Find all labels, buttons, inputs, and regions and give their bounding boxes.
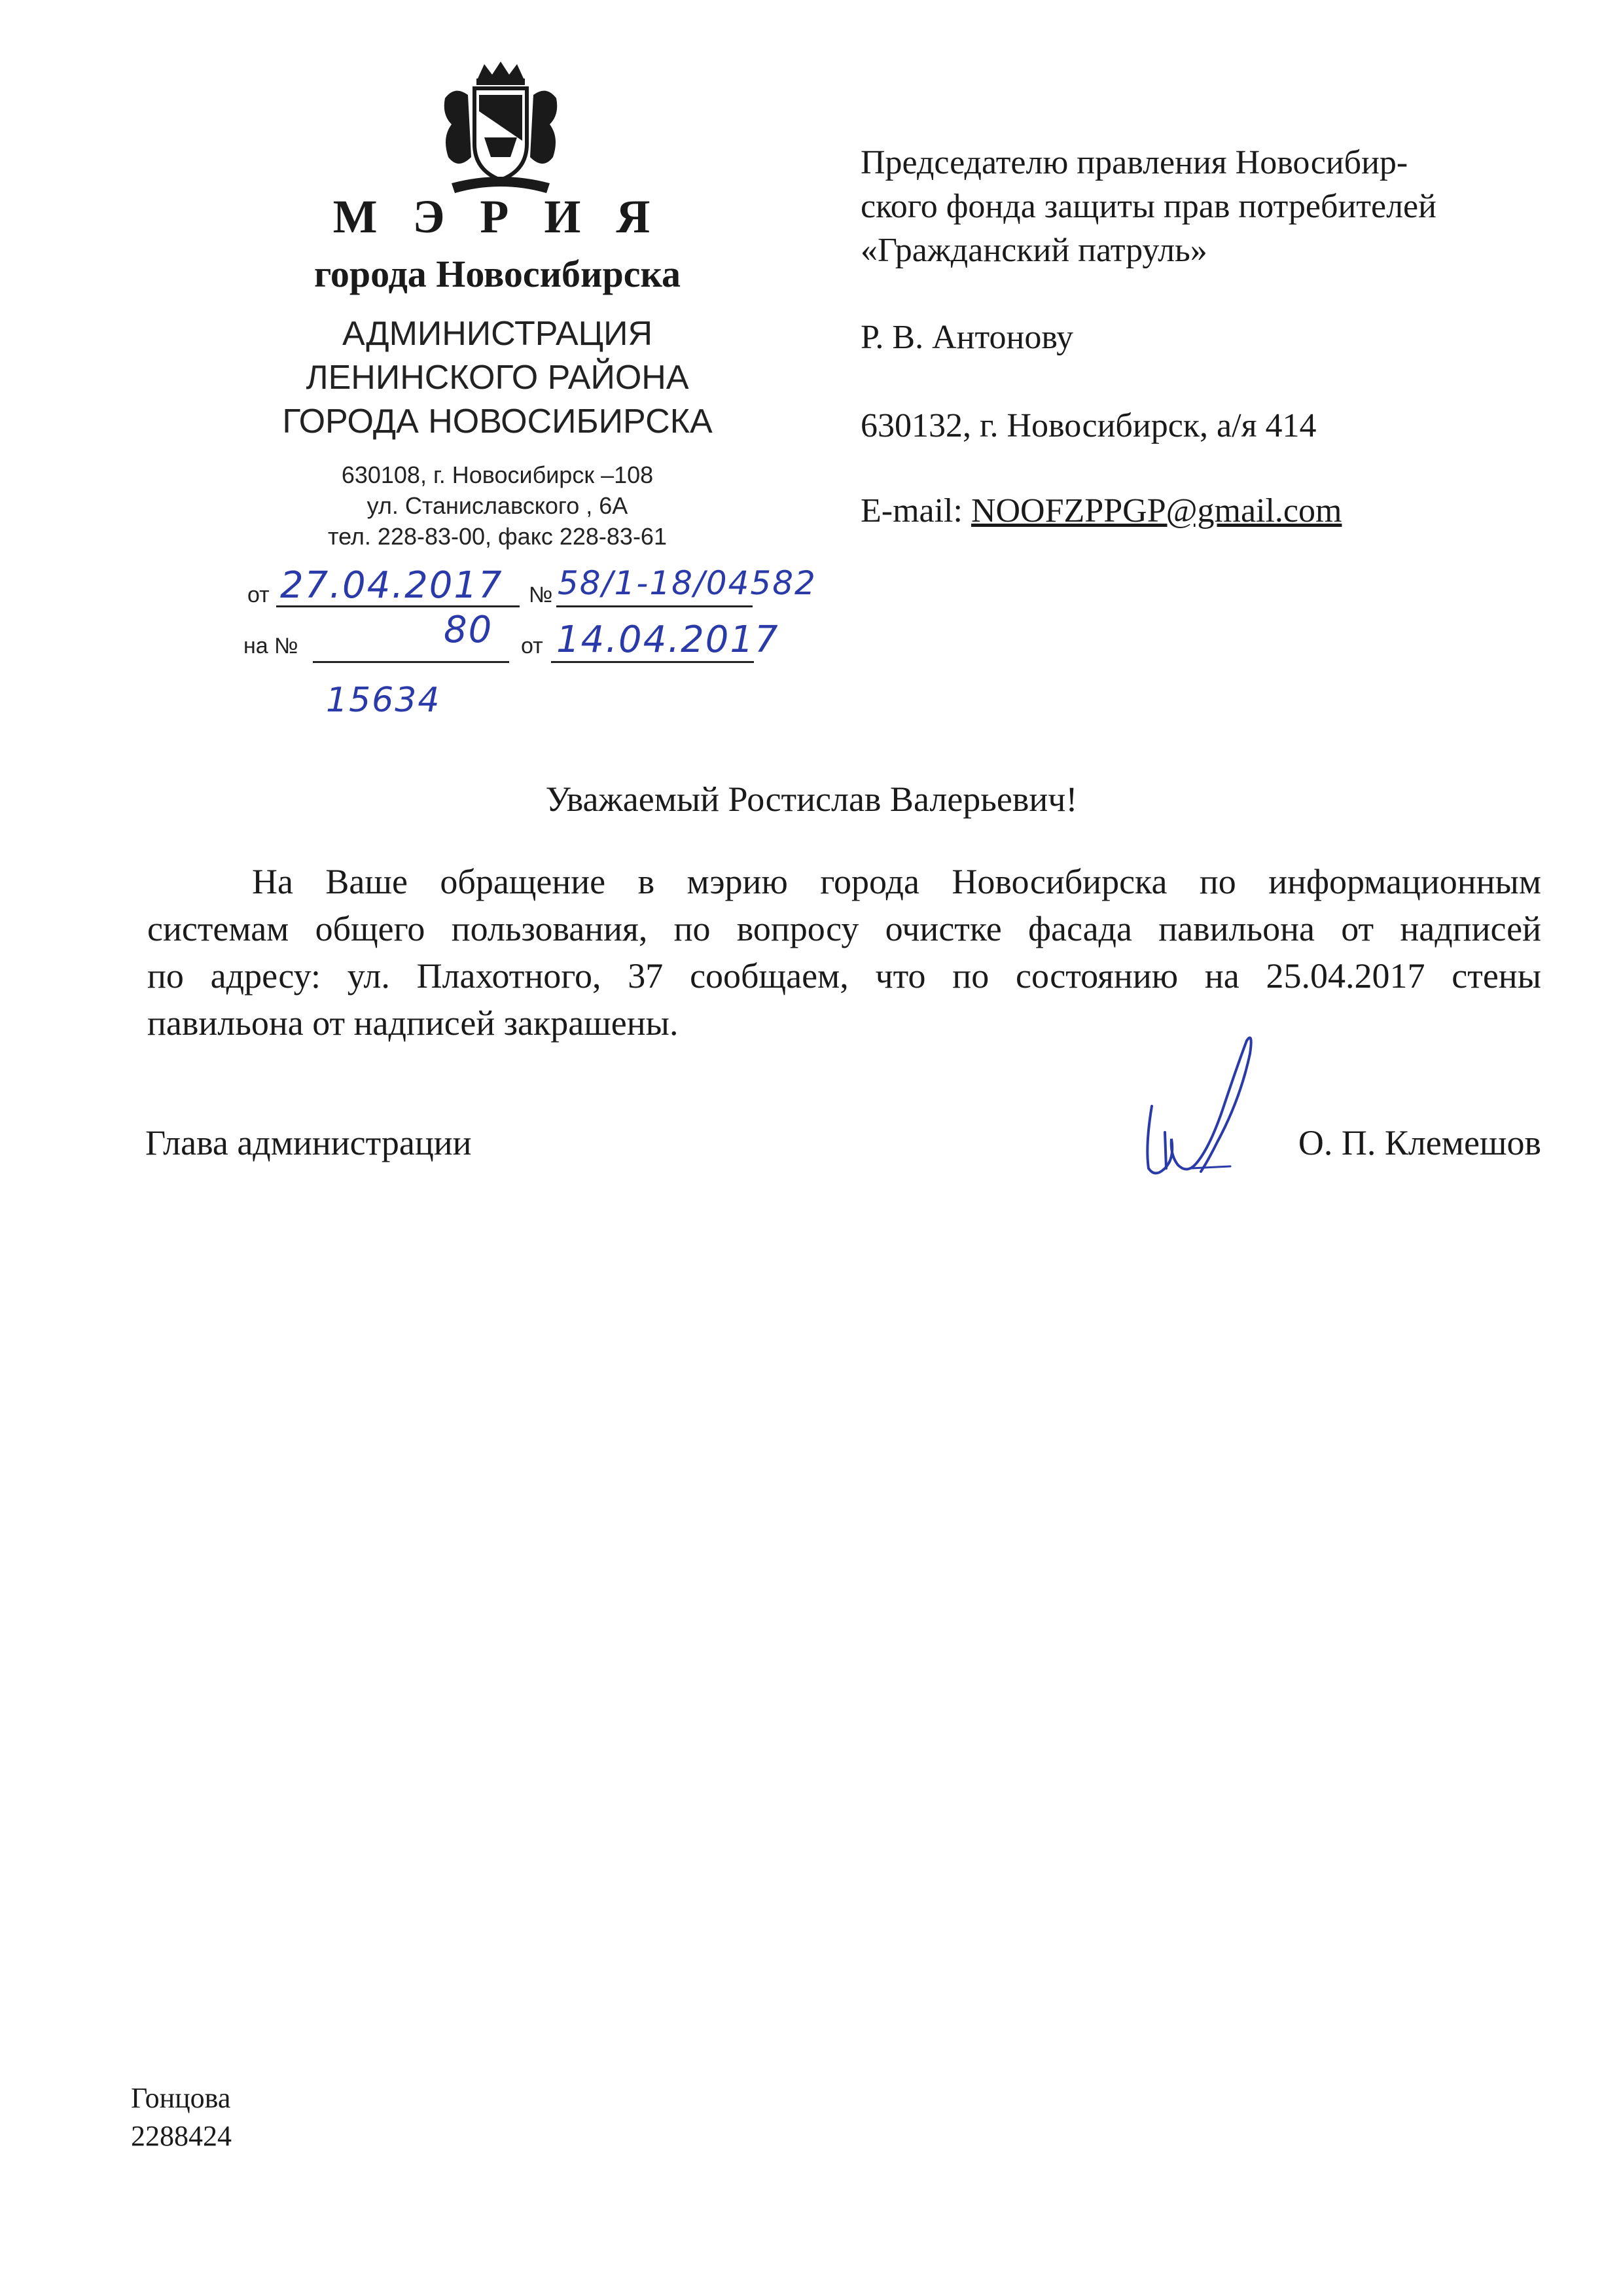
- body-line: по адресу: ул. Плахотного, 37 сообщаем, что по состоянию на 25.04.2017 стены: [147, 956, 1541, 996]
- reg-from-label: от: [247, 583, 270, 607]
- body-line: На Ваше обращение в мэрию города Новосибирска по информационным: [252, 862, 1541, 901]
- recipient-line: Председателю правления Новосибир-: [861, 144, 1408, 181]
- email-label: E-mail:: [861, 492, 963, 529]
- reg-number-label: №: [529, 583, 553, 607]
- reg-number-line: [556, 605, 753, 607]
- admin-line: ЛЕНИНСКОГО РАЙОНА: [306, 359, 689, 397]
- email-link[interactable]: NOOFZPPGP@gmail.com: [971, 492, 1342, 529]
- incoming-number: 15634: [326, 681, 441, 720]
- reg-ref-line: [313, 661, 509, 663]
- reg-ref-number: 80: [444, 609, 493, 651]
- reg-number: 58/1-18/04582: [558, 564, 817, 602]
- body-line: павильона от надписей закрашены.: [147, 1003, 679, 1043]
- signatory-title: Глава администрации: [145, 1123, 472, 1162]
- greeting: Уважаемый Ростислав Валерьевич!: [545, 780, 1078, 819]
- recipient-name: Р. В. Антонову: [861, 319, 1074, 356]
- reg-ref-date: 14.04.2017: [556, 619, 779, 661]
- body-line: системам общего пользования, по вопросу очистке фасада павильона от надписей: [147, 909, 1541, 948]
- recipient-email: [861, 491, 1580, 531]
- reg-date: 27.04.2017: [280, 564, 503, 607]
- reg-ref-label: на №: [243, 634, 298, 658]
- letterhead-address-line: тел. 228-83-00, факс 228-83-61: [328, 523, 667, 550]
- coat-of-arms-icon: [438, 59, 563, 196]
- recipient-address: 630132, г. Новосибирск, а/я 414: [861, 407, 1317, 444]
- executor-name: Гонцова: [131, 2082, 231, 2114]
- admin-line: ГОРОДА НОВОСИБИРСКА: [282, 403, 713, 440]
- meria-title: М Э Р И Я: [332, 190, 662, 243]
- handwritten-signature-icon: [1126, 1028, 1296, 1191]
- recipient-line: «Гражданский патруль»: [861, 232, 1207, 269]
- letterhead-address-line: ул. Станиславского , 6А: [366, 492, 628, 519]
- letterhead-address-line: 630108, г. Новосибирск –108: [341, 461, 654, 488]
- executor-phone: 2288424: [131, 2120, 232, 2152]
- reg-ref-from-label: от: [521, 634, 543, 658]
- reg-ref-date-line: [551, 661, 754, 663]
- signatory-name: О. П. Клемешов: [1298, 1123, 1541, 1162]
- meria-city: города Новосибирска: [313, 253, 681, 295]
- admin-line: АДМИНИСТРАЦИЯ: [342, 315, 653, 353]
- recipient-line: ского фонда защиты прав потребителей: [861, 188, 1436, 225]
